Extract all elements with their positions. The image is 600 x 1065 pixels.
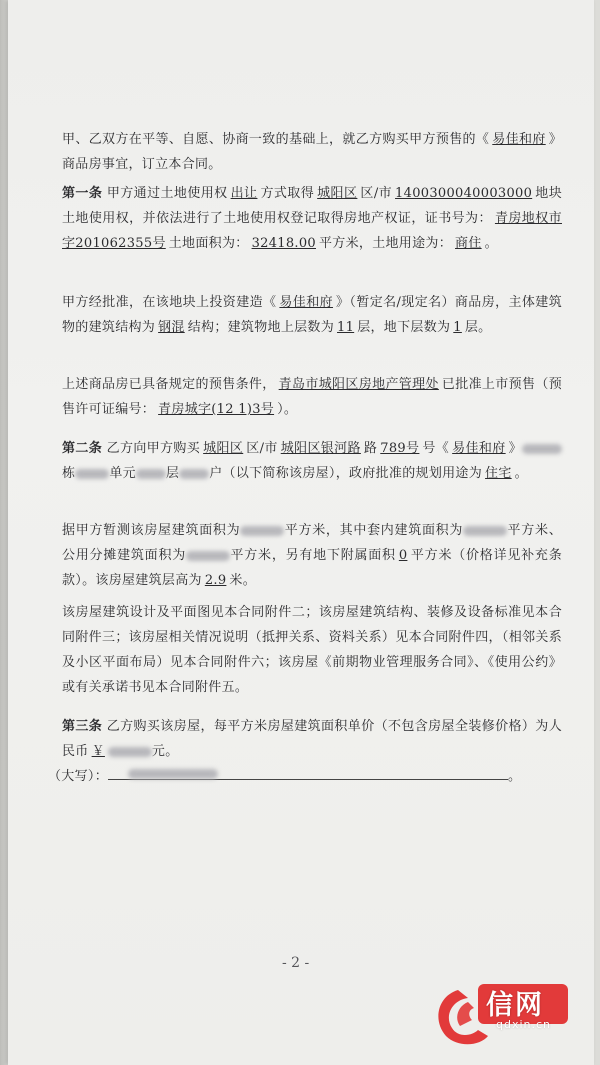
article-1-text-3: 区/市: [360, 186, 393, 201]
underground-area: 0: [398, 548, 408, 563]
intro-text: 甲、乙双方在平等、自愿、协商一致的基础上，就乙方购买甲方预售的《: [62, 132, 490, 147]
redacted-floor: [136, 469, 166, 479]
article-2-text-9: 户（以下简称该房屋），政府批准的规划用途为: [209, 466, 483, 481]
article-3-text-1: 乙方购买该房屋，每平方米房屋建筑面积单价（不包含房屋全装修价格）为人民币: [62, 719, 562, 759]
article-2-text-8: 层: [165, 466, 180, 481]
watermark-brand: 信网: [486, 990, 544, 1021]
land-area: 32418.00: [251, 236, 316, 251]
area-paragraph: [62, 518, 562, 593]
article-3-label: 第三条: [62, 719, 103, 734]
acquire-method: 出让: [230, 186, 258, 201]
build-text-3: 结构；建筑物地上层数为: [187, 320, 335, 335]
presale-text-2: 已批准上市预售（预售许可证编号：: [62, 377, 562, 417]
redacted-room: [179, 469, 209, 479]
article-3-text-2: 元。: [151, 744, 179, 759]
floors-below: 1: [453, 320, 462, 335]
article-2-text-5: 》: [508, 441, 522, 456]
land-use: 商住: [455, 236, 482, 251]
area-text-2: 平方米，其中套内建筑面积为: [284, 523, 464, 538]
presale-paragraph: [62, 372, 562, 422]
presale-permit-number: 青房城字(12 1)3号: [158, 402, 275, 417]
amount-in-words-line: [108, 765, 508, 780]
building-paragraph: [62, 290, 562, 340]
watermark-url: qdxin.cn: [496, 1018, 552, 1031]
area-text-5: 平方米（价格详见补充条款）。该房屋建筑层高为: [62, 548, 562, 588]
build-text-5: 层。: [464, 320, 492, 335]
article-1-text-2: 方式取得: [260, 186, 315, 201]
build-text-4: 层，地下层数为: [357, 320, 451, 335]
article-1-district: 城阳区: [317, 186, 358, 201]
page-number: - 2 -: [282, 955, 310, 971]
article-2-text-6: 栋: [62, 466, 76, 481]
build-text-1: 甲方经批准，在该地块上投资建造《: [62, 295, 277, 310]
article-3-paragraph: [48, 714, 562, 789]
building-structure: 钢混: [158, 320, 185, 335]
article-2-label: 第二条: [62, 441, 103, 456]
attachments-paragraph: [62, 600, 562, 700]
article-1-text-5: 土地面积为：: [168, 236, 249, 251]
area-text-3: 平方米、公用分摊建筑面积为: [62, 523, 563, 563]
presale-text-3: ）。: [277, 402, 298, 417]
article-3-text-3: 。: [508, 769, 522, 784]
redacted-inner-area: [463, 526, 507, 536]
amount-in-words-label: （大写）：: [48, 769, 109, 784]
presale-text-1: 上述商品房已具备规定的预售条件，: [62, 377, 276, 392]
article-2-text-10: 。: [514, 466, 528, 481]
redacted-shared-area: [186, 551, 230, 561]
floors-above: 11: [337, 320, 355, 335]
article-2-project-name: 易佳和府: [452, 441, 506, 456]
parcel-number: 1400300040003000: [395, 186, 533, 201]
article-1-text-1: 甲方通过土地使用权: [106, 186, 228, 201]
approving-authority: 青岛市城阳区房地产管理处: [278, 377, 439, 392]
street-number: 789号: [380, 441, 420, 456]
article-1-text-4: 地块土地使用权，并依法进行了土地使用权登记取得房地产权证，证书号为：: [62, 186, 563, 226]
intro-project-name: 易佳和府: [492, 132, 546, 147]
article-2-district: 城阳区: [203, 441, 244, 456]
article-2-text-2: 区/市: [246, 441, 278, 456]
article-2-paragraph: [62, 436, 562, 486]
area-text-1: 据甲方暂测该房屋建筑面积为: [62, 523, 241, 538]
article-1-label: 第一条: [62, 186, 103, 201]
article-1-text-7: 。: [484, 236, 498, 251]
certificate-number: 青房地权市字201062355号: [62, 211, 562, 251]
article-2-text-4: 号《: [422, 441, 450, 456]
redacted-building: [522, 444, 562, 454]
article-2-text-1: 乙方向甲方购买: [106, 441, 201, 456]
intro-paragraph: [62, 127, 562, 177]
planned-use: 住宅: [485, 466, 512, 481]
redacted-unit: [75, 469, 109, 479]
article-2-text-3: 路: [363, 441, 378, 456]
article-1-paragraph: [62, 181, 562, 256]
redacted-amount-in-words: [128, 769, 218, 779]
area-text-4: 平方米，另有地下附属面积: [230, 548, 396, 563]
road-area: 城阳区银河路: [280, 441, 361, 456]
build-text-2: 》（暂定名/现定名）商品房，主体建筑物的建筑结构为: [62, 295, 562, 335]
area-text-6: 米。: [229, 573, 256, 588]
currency-symbol: ￥: [91, 744, 105, 759]
build-project-name: 易佳和府: [279, 295, 334, 310]
redacted-unit-price: [108, 747, 152, 757]
article-1-text-6: 平方米，土地用途为：: [319, 236, 453, 251]
article-2-text-7: 单元: [109, 466, 136, 481]
floor-height: 2.9: [204, 573, 227, 588]
attachments-text: 该房屋建筑设计及平面图见本合同附件二；该房屋建筑结构、装修及设备标准见本合同附件三；该房屋相关情况说明（抵押关系、资料关系）见本合同附件四，（相邻关系及小区平面布局）见本合同附件六；该房屋《前期物业管理服务合同》、《使用公约》或有关承诺书见本合同附件五。: [62, 605, 562, 695]
redacted-building-area: [240, 526, 284, 536]
intro-text-end: 》商品房事宜，订立本合同。: [62, 132, 563, 172]
